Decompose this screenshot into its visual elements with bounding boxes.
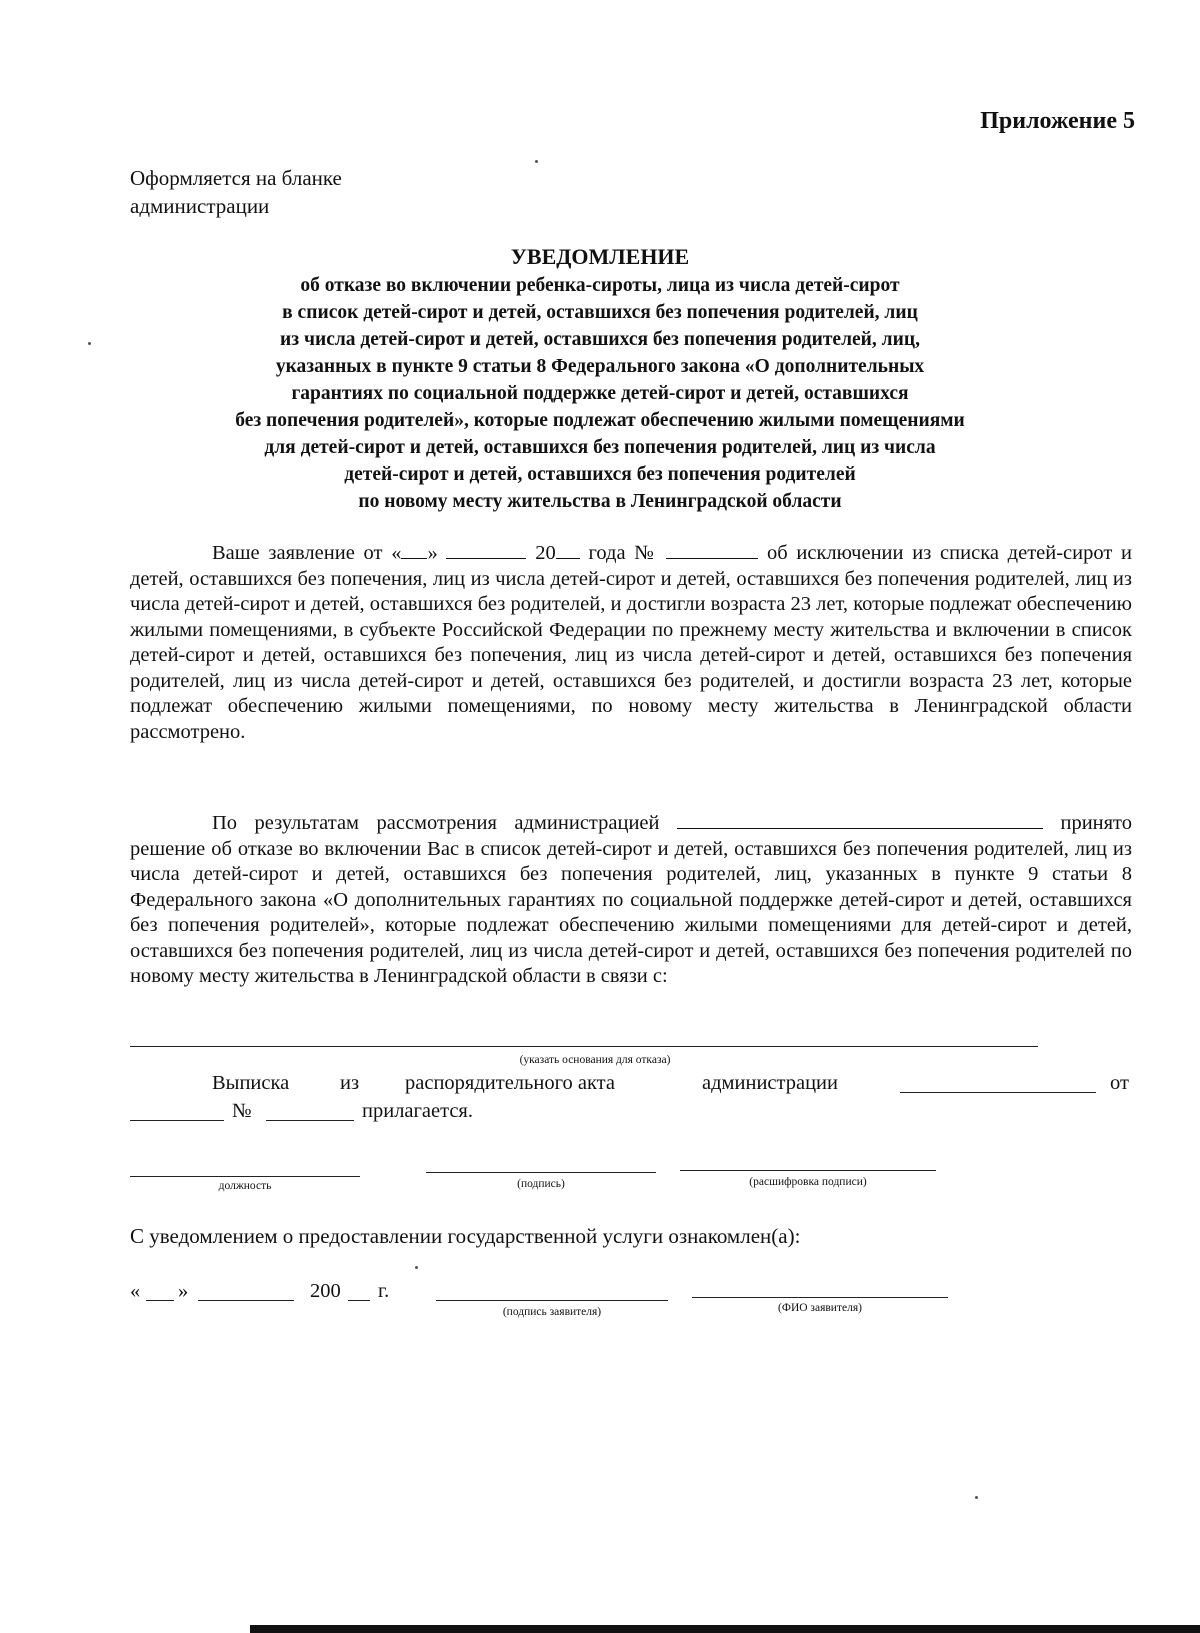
scan-speck — [975, 1496, 978, 1499]
reason-line — [130, 1046, 1038, 1047]
scan-speck — [535, 160, 538, 163]
decision-paragraph — [130, 810, 1132, 990]
extract-word: Выписка — [212, 1072, 290, 1094]
ack-year-suffix: г. — [378, 1280, 390, 1302]
decoding-caption: (расшифровка подписи) — [749, 1176, 867, 1188]
reason-caption: (указать основания для отказа) — [519, 1054, 671, 1066]
position-caption: должность — [218, 1180, 272, 1192]
extract-from: от — [1110, 1072, 1129, 1094]
applicant-name-caption: (ФИО заявителя) — [778, 1302, 862, 1314]
extract-attached: прилагается. — [362, 1100, 473, 1122]
month-blank — [446, 540, 526, 559]
applicant-signature-line — [436, 1300, 668, 1301]
ack-year-blank — [348, 1300, 370, 1301]
application-paragraph — [130, 540, 1132, 745]
ack-day-blank — [146, 1300, 174, 1301]
ack-month-blank — [198, 1300, 294, 1301]
subtitle-line: об отказе во включении ребенка-сироты, лица из числа детей-сирот — [300, 275, 900, 296]
scan-edge-bar — [250, 1625, 1200, 1633]
signature-line — [426, 1172, 656, 1173]
form-note-line: администрации — [130, 194, 270, 218]
document-title: УВЕДОМЛЕНИЕ — [510, 244, 690, 269]
year-prefix: 20 — [535, 542, 556, 564]
form-note-line: Оформляется на бланке — [130, 166, 342, 190]
subtitle-line: детей-сирот и детей, оставшихся без попечения родителей — [344, 464, 856, 485]
year-blank — [556, 540, 580, 559]
form-note — [130, 164, 342, 220]
appendix-label: Приложение 5 — [980, 108, 1135, 134]
application-prefix: Ваше заявление от « — [212, 542, 402, 564]
acknowledgement-text: С уведомлением о предоставлении государственной услуги ознакомлен(а): — [130, 1224, 801, 1248]
extract-word: распорядительного акта — [405, 1072, 615, 1094]
subtitle-line: без попечения родителей», которые подлежат обеспечению жилыми помещениями — [235, 410, 965, 431]
subtitle-line: по новому месту жительства в Ленинградской области — [358, 491, 842, 512]
application-text: об исключении из списка детей-сирот и детей, оставшихся без попечения, лиц из числа детей-сирот и детей, оставшихся без попечения родителей, лиц из числа детей-сирот и детей, оставшихся без родителей, и достигли возраста 23 лет, которые подлежат обеспечению жилыми помещениями, в субъекте Российской Федерации по прежнему месту жительства и включении в список детей-сирот и детей, оставшихся без попечения, лиц из числа детей-сирот и детей, оставшихся без попечения родителей, лиц из числа детей-сирот и детей, оставшихся без родителей, и достигли возраста 23 лет, которые подлежат обеспечению жилыми помещениями, по новому месту жительства в Ленинградской области рассмотрено. — [130, 542, 1133, 743]
subtitle-line: гарантиях по социальной поддержке детей-сирот и детей, оставшихся — [291, 383, 909, 404]
document-subtitle — [140, 272, 1060, 515]
applicant-name-line — [692, 1297, 948, 1298]
number-blank — [666, 540, 758, 559]
ack-quote-open: « — [130, 1280, 141, 1302]
subtitle-line: для детей-сирот и детей, оставшихся без попечения родителей, лиц из числа — [264, 437, 936, 458]
year-number-label: года № — [588, 542, 658, 564]
act-date-blank — [130, 1120, 224, 1121]
scan-speck — [415, 1266, 418, 1269]
decision-text: принято решение об отказе во включении Вас в список детей-сирот и детей, оставшихся без попечения родителей, лиц из числа детей-сирот и детей, оставшихся без попечения родителей, лиц, указанных в пункте 9 статьи 8 Федерального закона «О дополнительных гарантиях по социальной поддержке детей-сирот и детей, оставшихся без попечения родителей», которые подлежат обеспечению жилыми помещениями для детей-сирот и детей, оставшихся без попечения родителей, лиц из числа детей-сирот и детей, оставшихся без попечения родителей по новому месту жительства в Ленинградской области в связи с: — [130, 812, 1132, 987]
subtitle-line: в список детей-сирот и детей, оставшихся без попечения родителей, лиц — [282, 302, 918, 323]
applicant-signature-caption: (подпись заявителя) — [502, 1306, 602, 1318]
scan-speck — [88, 342, 91, 345]
extract-number-label: № — [232, 1100, 252, 1122]
quote-close: » — [427, 542, 438, 564]
administration-blank — [677, 810, 1043, 829]
extract-word: из — [340, 1072, 360, 1094]
signature-caption: (подпись) — [517, 1178, 565, 1190]
act-blank — [900, 1092, 1096, 1093]
decoding-line — [680, 1170, 936, 1171]
position-line — [130, 1176, 360, 1177]
extract-word: администрации — [702, 1072, 838, 1094]
subtitle-line: указанных в пункте 9 статьи 8 Федерального закона «О дополнительных — [275, 356, 925, 377]
ack-quote-close: » — [178, 1280, 189, 1302]
ack-year-prefix: 200 — [310, 1280, 341, 1302]
decision-prefix: По результатам рассмотрения администрацией — [212, 812, 660, 834]
subtitle-line: из числа детей-сирот и детей, оставшихся без попечения родителей, лиц, — [280, 329, 920, 350]
day-blank — [401, 540, 427, 559]
act-number-blank — [266, 1120, 354, 1121]
